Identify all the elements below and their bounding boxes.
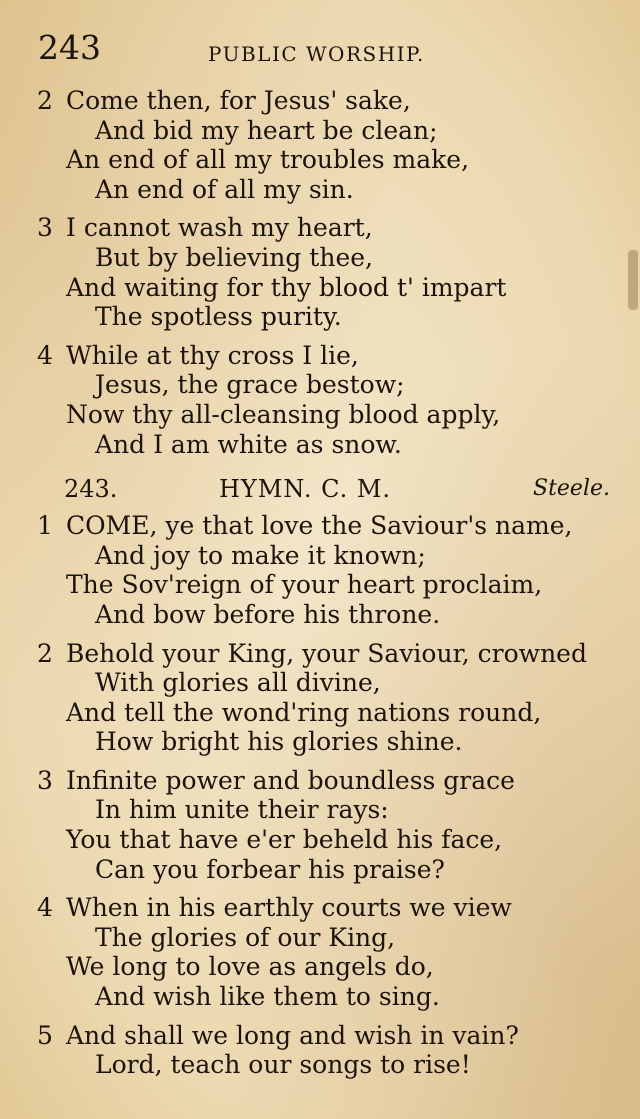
line-text: Infinite power and boundless grace — [66, 765, 515, 795]
stanza-line — [0, 243, 640, 273]
stanza-line — [0, 668, 640, 698]
line-text: An end of all my sin. — [95, 174, 354, 204]
stanza-line — [0, 600, 640, 630]
stanza-prev-2 — [0, 86, 640, 204]
line-text: While at thy cross I lie, — [66, 340, 359, 370]
stanza-line — [0, 175, 640, 205]
stanza-number: 2 — [37, 86, 53, 115]
hymn-title: HYMN. C. M. — [219, 475, 392, 504]
stanza-line — [0, 213, 640, 243]
line-text: Jesus, the grace bestow; — [95, 370, 405, 400]
line-text: And I am white as snow. — [95, 429, 402, 459]
running-head: PUBLIC WORSHIP. — [208, 42, 425, 66]
line-text: And bow before his throne. — [95, 599, 441, 629]
stanza-number: 2 — [37, 638, 53, 668]
line-text: The glories of our King, — [95, 922, 396, 952]
stanza-line — [0, 766, 640, 796]
line-text: We long to love as angels do, — [66, 952, 434, 982]
stanza-line — [0, 145, 640, 175]
stanza-line — [0, 923, 640, 953]
stanza-line — [0, 302, 640, 332]
stanza-line — [0, 116, 640, 146]
hymn-heading — [0, 473, 640, 505]
stanza-line — [0, 86, 640, 116]
stanza-line — [0, 795, 640, 825]
stanza-line — [0, 698, 640, 728]
line-text: When in his earthly courts we view — [66, 893, 512, 923]
line-text: I cannot wash my heart, — [66, 213, 373, 243]
line-text: Behold your King, your Saviour, crowned — [66, 638, 587, 668]
hymn-number: 243. — [64, 475, 118, 504]
line-text: COME, ye that love the Saviour's name, — [66, 511, 573, 541]
stanza-4 — [0, 893, 640, 1011]
stanza-line — [0, 855, 640, 885]
line-text: Come then, for Jesus' sake, — [66, 86, 411, 115]
line-text: And shall we long and wish in vain? — [66, 1020, 519, 1050]
stanza-2 — [0, 639, 640, 757]
stanza-line — [0, 430, 640, 460]
stanza-line — [0, 1021, 640, 1051]
stanza-number: 3 — [37, 765, 53, 795]
line-text: With glories all divine, — [95, 668, 381, 698]
line-text: How bright his glories shine. — [95, 727, 463, 757]
line-text: Can you forbear his praise? — [95, 854, 445, 884]
page-header — [38, 28, 598, 72]
stanza-line — [0, 511, 640, 541]
stanza-line — [0, 400, 640, 430]
stanza-prev-3 — [0, 213, 640, 331]
line-text: And tell the wond'ring nations round, — [66, 697, 542, 727]
line-text: And bid my heart be clean; — [95, 115, 438, 145]
line-text: In him unite their rays: — [95, 795, 389, 825]
line-text: You that have e'er beheld his face, — [66, 825, 503, 855]
line-text: Lord, teach our songs to rise! — [95, 1050, 471, 1080]
stanza-line — [0, 273, 640, 303]
stanza-line — [0, 541, 640, 571]
hymn-author: Steele. — [533, 476, 610, 502]
line-text: But by believing thee, — [95, 242, 373, 272]
stanza-5 — [0, 1021, 640, 1080]
stanza-line — [0, 825, 640, 855]
stanza-number: 1 — [37, 511, 53, 541]
stanza-number: 5 — [37, 1020, 53, 1050]
stanza-3 — [0, 766, 640, 884]
stanza-number: 3 — [37, 213, 53, 243]
stanza-line — [0, 1050, 640, 1080]
stanza-1 — [0, 511, 640, 629]
page-content — [0, 86, 640, 1089]
line-text: The spotless purity. — [95, 302, 342, 332]
stanza-number: 4 — [37, 893, 53, 923]
stanza-line — [0, 982, 640, 1012]
stanza-line — [0, 952, 640, 982]
page-number: 243 — [38, 28, 101, 67]
line-text: And joy to make it known; — [95, 540, 426, 570]
stanza-line — [0, 727, 640, 757]
stanza-line — [0, 570, 640, 600]
line-text: Now thy all-cleansing blood apply, — [66, 399, 501, 429]
line-text: The Sov'reign of your heart proclaim, — [66, 570, 543, 600]
stanza-number: 4 — [37, 340, 53, 370]
paper-stain — [628, 250, 638, 310]
line-text: And wish like them to sing. — [95, 982, 440, 1012]
stanza-line — [0, 370, 640, 400]
line-text: And waiting for thy blood t' impart — [66, 272, 507, 302]
line-text: An end of all my troubles make, — [66, 145, 470, 175]
stanza-line — [0, 639, 640, 669]
stanza-prev-4 — [0, 341, 640, 459]
stanza-line — [0, 893, 640, 923]
stanza-line — [0, 341, 640, 371]
